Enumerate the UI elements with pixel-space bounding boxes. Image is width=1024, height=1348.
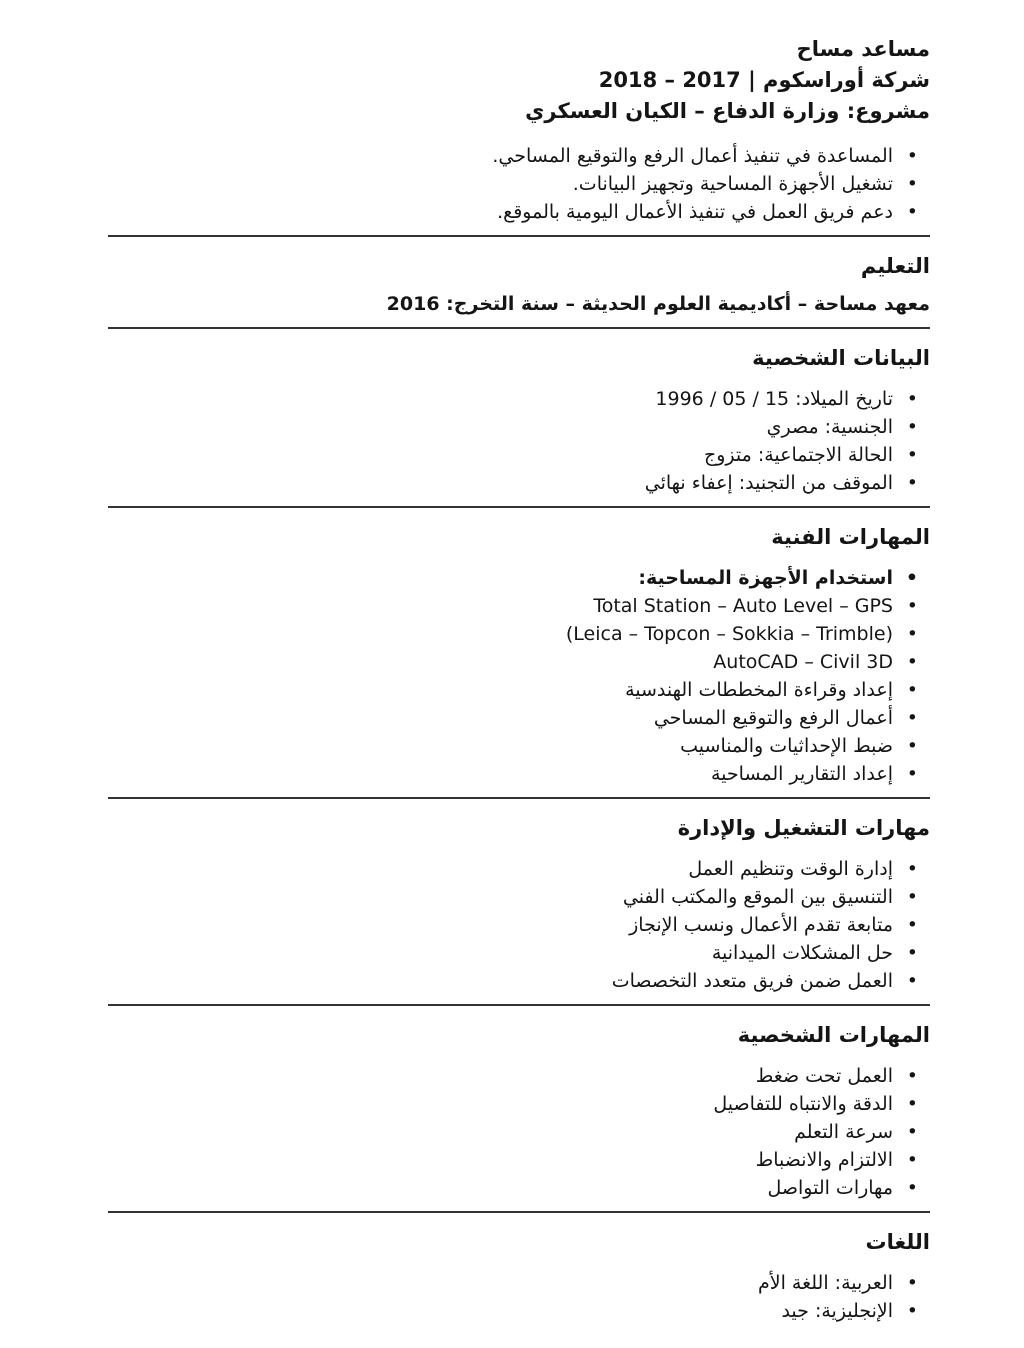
- personal-skills-heading: المهارات الشخصية: [737, 1023, 930, 1047]
- personal-data-list-item: • الموقف من التجنيد: إعفاء نهائي: [108, 469, 930, 497]
- education-section: [108, 251, 930, 318]
- section-divider: [108, 506, 930, 508]
- technical-skills-list-item: • إعداد وقراءة المخططات الهندسية: [108, 676, 930, 704]
- personal-data-heading: البيانات الشخصية: [752, 346, 930, 370]
- project-line: مشروع: وزارة الدفاع – الكيان العسكري: [525, 99, 930, 123]
- technical-skills-list-item: • ضبط الإحداثيات والمناسيب: [108, 732, 930, 760]
- education-detail: معهد مساحة – أكاديمية العلوم الحديثة – سنة التخرج: 2016: [386, 293, 930, 315]
- management-skills-bullet-list: [108, 855, 930, 995]
- experience-section: [108, 34, 930, 226]
- management-skills-section: [108, 813, 930, 995]
- experience-list-item: • دعم فريق العمل في تنفيذ الأعمال اليومية بالموقع.: [108, 198, 930, 226]
- experience-list-item: • المساعدة في تنفيذ أعمال الرفع والتوقيع المساحي.: [108, 142, 930, 170]
- personal-data-list-item: • تاريخ الميلاد: 15 / 05 / 1996: [108, 385, 930, 413]
- section-divider: [108, 1004, 930, 1006]
- management-skills-list-item: • متابعة تقدم الأعمال ونسب الإنجاز: [108, 911, 930, 939]
- personal-data-list-item: • الحالة الاجتماعية: متزوج: [108, 441, 930, 469]
- education-heading: التعليم: [860, 254, 930, 278]
- management-skills-list-item: • إدارة الوقت وتنظيم العمل: [108, 855, 930, 883]
- personal-skills-list-item: • سرعة التعلم: [108, 1118, 930, 1146]
- technical-skills-list-item: • (Leica – Topcon – Sokkia – Trimble): [108, 620, 930, 648]
- section-divider: [108, 797, 930, 799]
- technical-skills-section: [108, 522, 930, 788]
- technical-skills-heading: المهارات الفنية: [771, 525, 930, 549]
- management-skills-heading: مهارات التشغيل والإدارة: [677, 816, 930, 840]
- technical-skills-list-item: • AutoCAD – Civil 3D: [108, 648, 930, 676]
- personal-skills-list-item: • مهارات التواصل: [108, 1174, 930, 1202]
- personal-skills-list-item: • الالتزام والانضباط: [108, 1146, 930, 1174]
- technical-skills-list-item: • إعداد التقارير المساحية: [108, 760, 930, 788]
- languages-list-item: • الإنجليزية: جيد: [108, 1297, 930, 1325]
- languages-section: [108, 1227, 930, 1325]
- technical-skills-bullet-list: [108, 564, 930, 788]
- personal-data-list-item: • الجنسية: مصري: [108, 413, 930, 441]
- personal-skills-list-item: • العمل تحت ضغط: [108, 1062, 930, 1090]
- personal-skills-bullet-list: [108, 1062, 930, 1202]
- personal-skills-section: [108, 1020, 930, 1202]
- management-skills-list-item: • التنسيق بين الموقع والمكتب الفني: [108, 883, 930, 911]
- experience-bullet-list: [108, 142, 930, 226]
- languages-heading: اللغات: [865, 1230, 930, 1254]
- personal-skills-list-item: • الدقة والانتباه للتفاصيل: [108, 1090, 930, 1118]
- job-title: مساعد مساح: [796, 37, 930, 61]
- company-period-line: شركة أوراسكوم | 2017 – 2018: [598, 68, 930, 92]
- languages-bullet-list: [108, 1269, 930, 1325]
- section-divider: [108, 327, 930, 329]
- technical-skills-list-item: • Total Station – Auto Level – GPS: [108, 592, 930, 620]
- management-skills-list-item: • العمل ضمن فريق متعدد التخصصات: [108, 967, 930, 995]
- experience-list-item: • تشغيل الأجهزة المساحية وتجهيز البيانات.: [108, 170, 930, 198]
- section-divider: [108, 1211, 930, 1213]
- technical-skills-lead-item: • استخدام الأجهزة المساحية:: [108, 564, 930, 592]
- management-skills-list-item: • حل المشكلات الميدانية: [108, 939, 930, 967]
- technical-skills-list-item: • أعمال الرفع والتوقيع المساحي: [108, 704, 930, 732]
- languages-list-item: • العربية: اللغة الأم: [108, 1269, 930, 1297]
- personal-data-section: [108, 343, 930, 497]
- section-divider: [108, 235, 930, 237]
- personal-data-bullet-list: [108, 385, 930, 497]
